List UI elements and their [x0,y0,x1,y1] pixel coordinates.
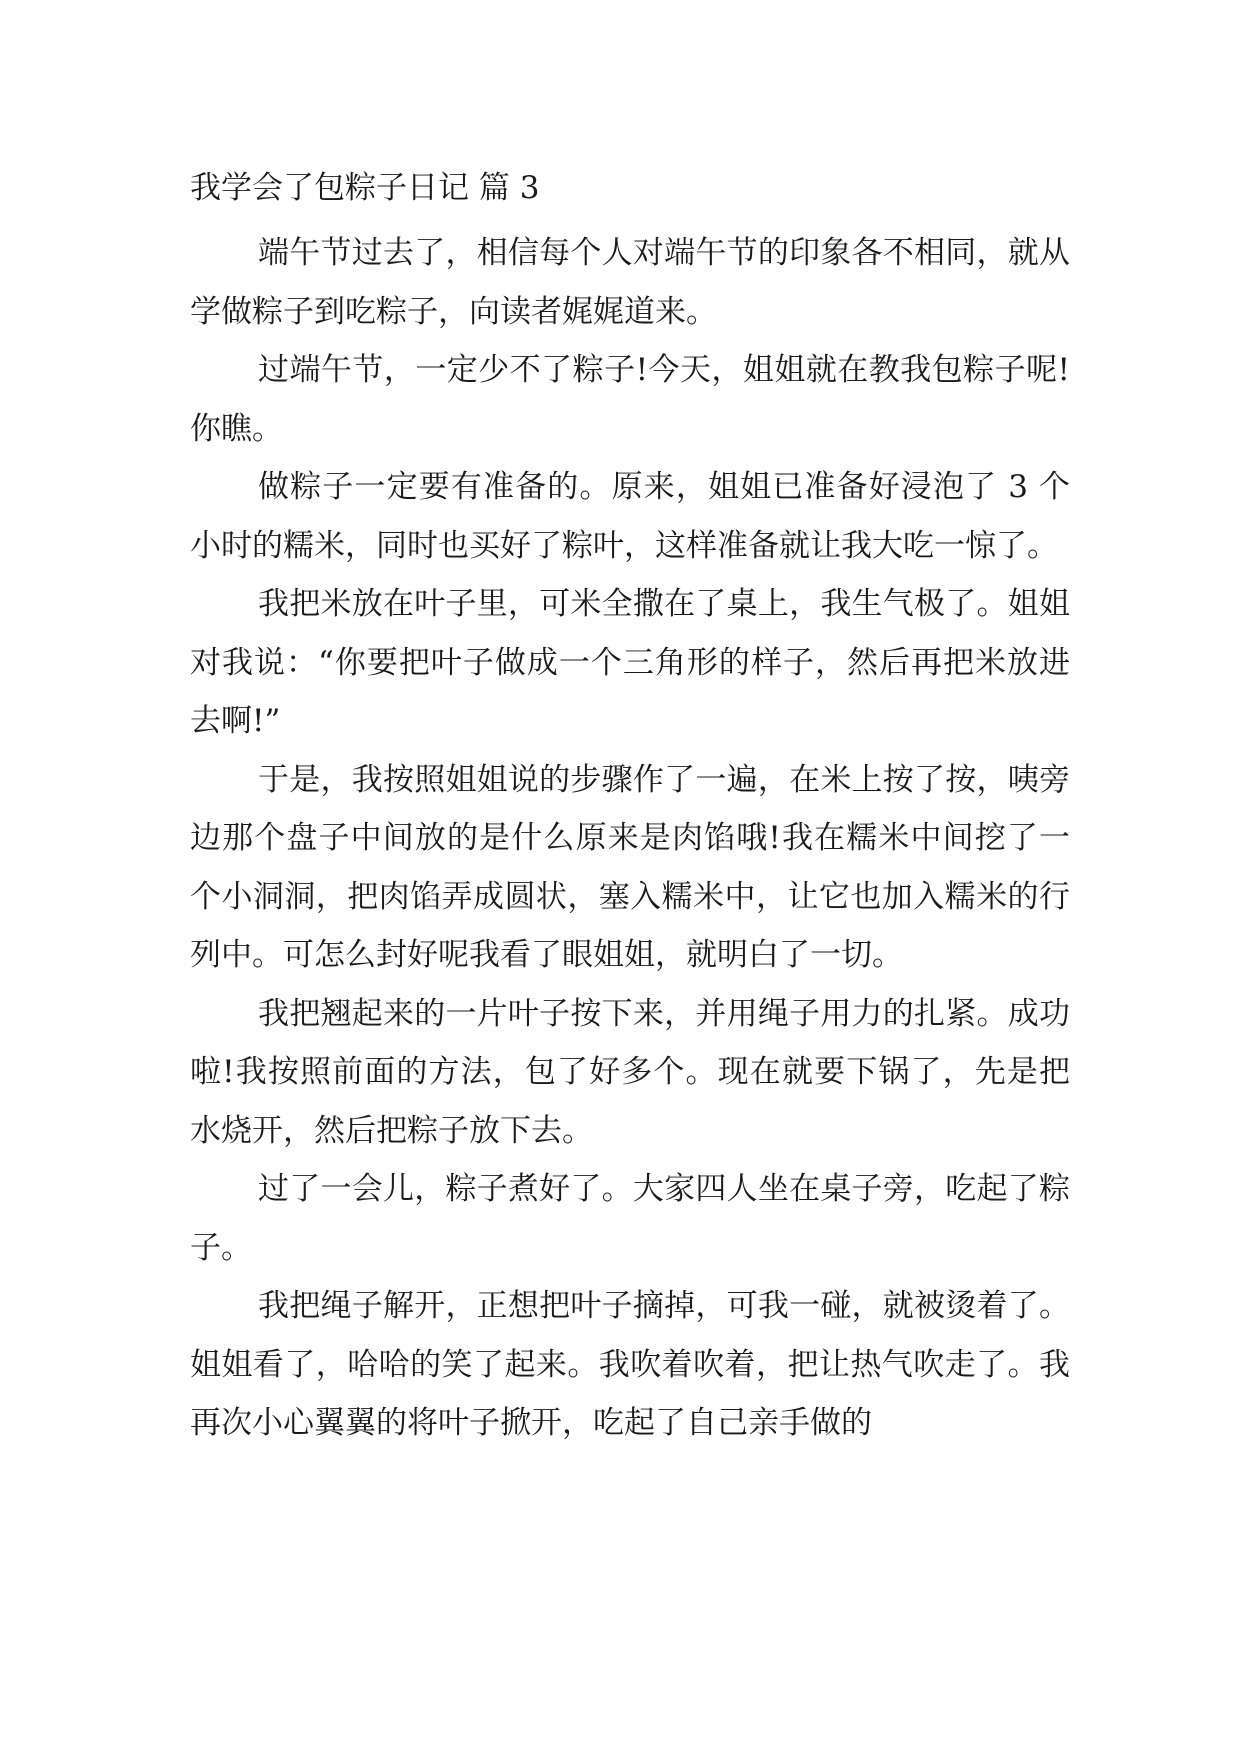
document-title: 我学会了包粽子日记 篇 3 [190,170,540,206]
paragraph-3: 做粽子一定要有准备的。原来，姐姐已准备好浸泡了 3 个小时的糯米，同时也买好了粽叶，这样准备就让我大吃一惊了。 [190,469,1070,564]
paragraph-2: 过端午节，一定少不了粽子!今天，姐姐就在教我包粽子呢!你瞧。 [190,352,1070,447]
paragraph-7: 过了一会儿，粽子煮好了。大家四人坐在桌子旁，吃起了粽子。 [190,1171,1070,1266]
paragraph-4: 我把米放在叶子里，可米全撒在了桌上，我生气极了。姐姐对我说：“你要把叶子做成一个三角形的样子，然后再把米放进去啊!” [190,586,1070,739]
paragraph-5: 于是，我按照姐姐说的步骤作了一遍，在米上按了按，咦旁边那个盘子中间放的是什么原来是肉馅哦!我在糯米中间挖了一个小洞洞，把肉馅弄成圆状，塞入糯米中，让它也加入糯米的行列中。可怎么封好呢我看了眼姐姐，就明白了一切。 [190,761,1070,973]
paragraph-8: 我把绳子解开，正想把叶子摘掉，可我一碰，就被烫着了。姐姐看了，哈哈的笑了起来。我吹着吹着，把让热气吹走了。我再次小心翼翼的将叶子掀开，吃起了自己亲手做的 [190,1288,1070,1441]
paragraph-1: 端午节过去了，相信每个人对端午节的印象各不相同，就从学做粽子到吃粽子，向读者娓娓道来。 [190,235,1070,330]
document-body [190,166,1070,1453]
paragraph-6: 我把翘起来的一片叶子按下来，并用绳子用力的扎紧。成功啦!我按照前面的方法，包了好多个。现在就要下锅了，先是把水烧开，然后把粽子放下去。 [190,995,1070,1149]
